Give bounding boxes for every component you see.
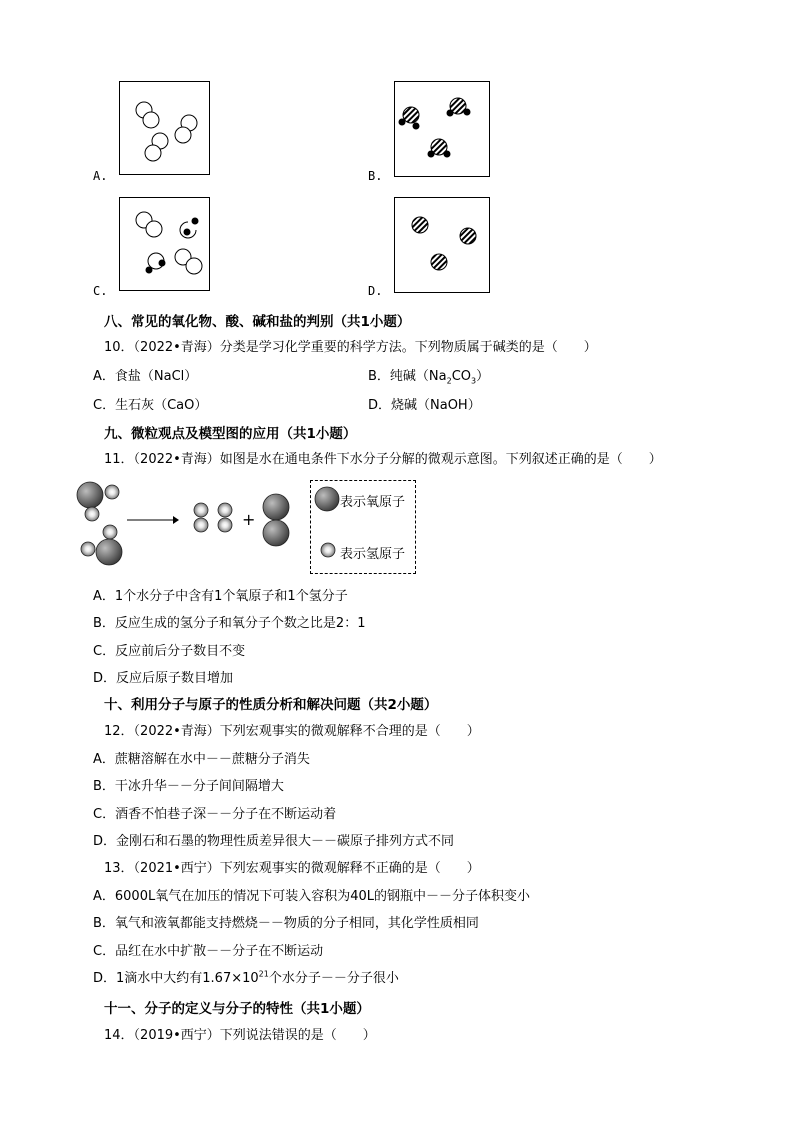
q11-option-a: A．1个水分子中含有1个氧原子和1个氢分子 — [93, 589, 348, 604]
q11-legend-box — [310, 480, 416, 574]
hydrogen-atom-icon — [320, 542, 340, 562]
q12-stem: 12．（2022•青海）下列宏观事实的微观解释不合理的是（ ） — [104, 724, 480, 739]
q11-option-d: D．反应后原子数目增加 — [93, 671, 234, 686]
figure-d-molecules — [395, 198, 489, 292]
q13-option-c: C．品红在水中扩散－－分子在不断运动 — [93, 944, 324, 959]
q11-stem: 11．（2022•青海）如图是水在通电条件下水分子分解的微观示意图。下列叙述正确的是（ ） — [104, 452, 662, 467]
q13-option-b: B．氧气和液氧都能支持燃烧－－物质的分子相同，其化学性质相同 — [93, 916, 479, 931]
q13-option-d: D．1滴水中大约有$1.67\times 10^{21}$个水分子－－分子很小 — [93, 969, 399, 986]
figure-c-label: C. — [93, 284, 108, 298]
q10-option-c: C．生石灰（CaO） — [93, 398, 208, 413]
oxygen-atom-icon — [313, 485, 343, 515]
q10-option-a: A．食盐（NaCl） — [93, 369, 198, 384]
figure-b-molecules — [395, 82, 489, 176]
figure-c-molecules — [120, 198, 209, 290]
q10-option-b: B．纯碱$(Na_2CO_3)$ — [368, 369, 490, 386]
q11-option-b: B．反应生成的氢分子和氧分子个数之比是2：1 — [93, 616, 366, 631]
figure-b-label: B. — [368, 169, 383, 183]
figure-d-box — [394, 197, 490, 293]
figure-a-label: A. — [93, 169, 108, 183]
q12-option-b: B．干冰升华－－分子间间隔增大 — [93, 779, 284, 794]
section-8-heading: 八、常见的氧化物、酸、碱和盐的判别（共1小题） — [104, 314, 411, 330]
q13-option-a: A．6000L氧气在加压的情况下可装入容积为40L的钢瓶中－－分子体积变小 — [93, 889, 531, 904]
figure-b-box — [394, 81, 490, 177]
legend-oxygen-label: 表示氧原子 — [340, 495, 406, 510]
figure-a-box — [119, 81, 210, 175]
q10-stem: 10．（2022•青海）分类是学习化学重要的科学方法。下列物质属于碱类的是（ ） — [104, 340, 597, 355]
q10-option-d: D．烧碱（NaOH） — [368, 398, 481, 413]
q14-stem: 14．（2019•西宁）下列说法错误的是（ ） — [104, 1028, 376, 1043]
plus-sign: + — [242, 510, 256, 529]
section-11-heading: 十一、分子的定义与分子的特性（共1小题） — [104, 1001, 370, 1017]
q11-option-c: C．反应前后分子数目不变 — [93, 644, 246, 659]
q13-stem: 13．（2021•西宁）下列宏观事实的微观解释不正确的是（ ） — [104, 861, 480, 876]
section-10-heading: 十、利用分子与原子的性质分析和解决问题（共2小题） — [104, 697, 438, 713]
q12-option-d: D．金刚石和石墨的物理性质差异很大－－碳原子排列方式不同 — [93, 834, 455, 849]
legend-hydrogen-label: 表示氢原子 — [340, 547, 406, 562]
figure-c-box — [119, 197, 210, 291]
q12-option-a: A．蔗糖溶解在水中－－蔗糖分子消失 — [93, 752, 310, 767]
figure-d-label: D. — [368, 284, 383, 298]
q12-option-c: C．酒香不怕巷子深－－分子在不断运动着 — [93, 807, 337, 822]
section-9-heading: 九、微粒观点及模型图的应用（共1小题） — [104, 426, 357, 442]
figure-a-molecules — [120, 82, 209, 174]
